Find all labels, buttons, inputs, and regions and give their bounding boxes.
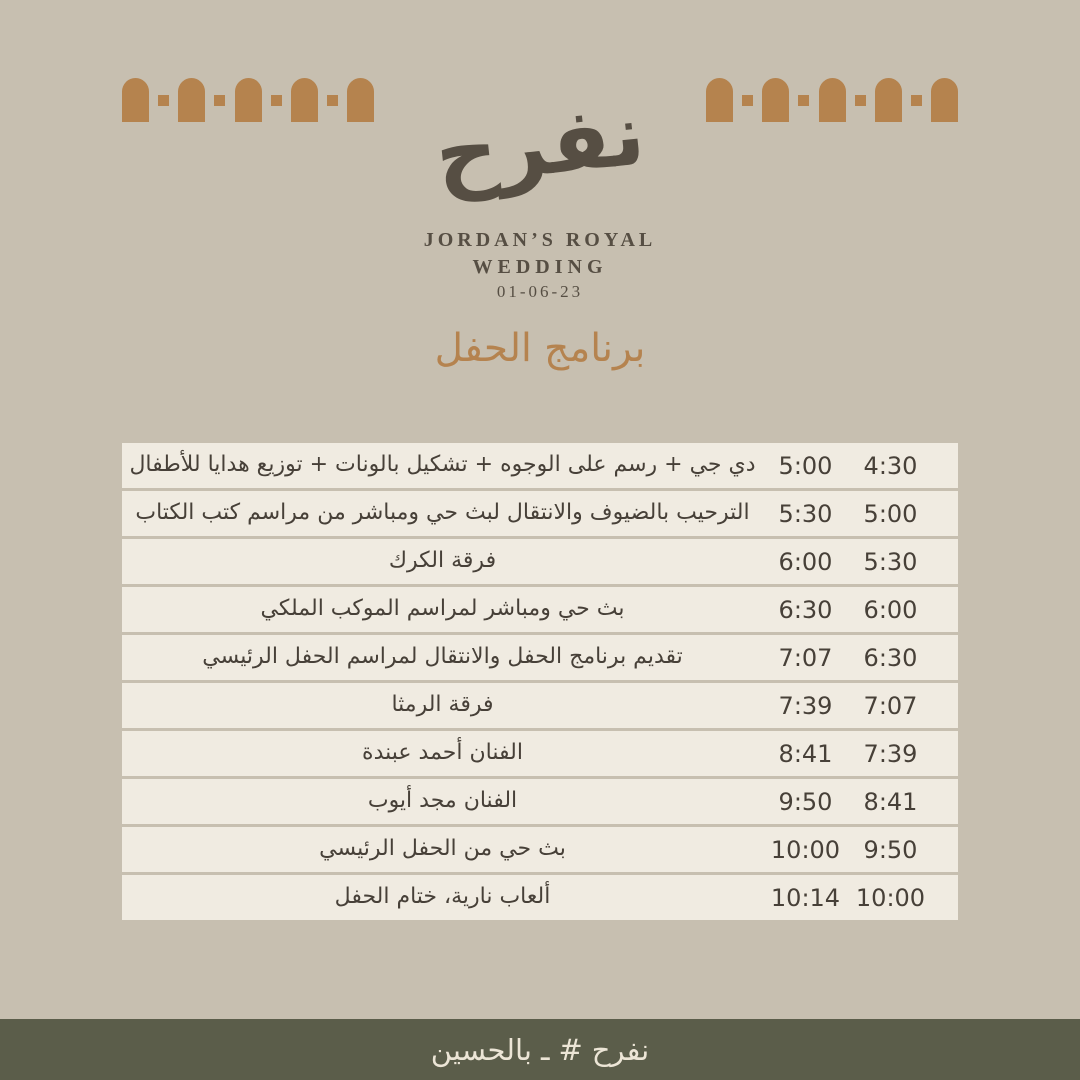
schedule-row [122,683,958,728]
schedule-row [122,827,958,872]
event-start-time: 4:30 [863,451,918,480]
event-description: ألعاب نارية، ختام الحفل [334,884,551,910]
event-description: الفنان أحمد عبندة [362,740,523,766]
footer-bar [0,1019,1080,1080]
schedule-table [122,443,958,920]
event-start-time: 6:30 [863,643,918,672]
hash-symbol: # [558,1032,583,1067]
event-description: الترحيب بالضيوف والانتقال لبث حي ومباشر من مراسم كتب الكتاب [135,500,750,526]
event-end-time: 5:00 [778,451,833,480]
event-description: دي جي + رسم على الوجوه + تشكيل بالونات + توزيع هدايا للأطفال [129,452,756,478]
event-start-time: 5:30 [863,547,918,576]
schedule-row [122,731,958,776]
event-start-time: 9:50 [863,835,918,864]
event-end-time: 5:30 [778,499,833,528]
event-end-time: 7:39 [778,691,833,720]
schedule-row [122,779,958,824]
event-start-time: 7:07 [863,691,918,720]
event-description: فرقة الرمثا [391,692,494,718]
event-end-time: 6:30 [778,595,833,624]
event-description: الفنان مجد أيوب [367,788,518,814]
event-end-time: 7:07 [778,643,833,672]
schedule-row [122,491,958,536]
event-start-time: 6:00 [863,595,918,624]
event-description: تقديم برنامج الحفل والانتقال لمراسم الحفل الرئيسي [202,644,683,670]
event-hashtag [431,1033,649,1067]
hashtag-word-nafrah: نفرح [591,1032,650,1067]
hashtag-separator: ـ [540,1032,550,1067]
event-description: بث حي ومباشر لمراسم الموكب الملكي [260,596,625,622]
hashtag-word-alhussein: بالحسين [430,1032,532,1067]
event-end-time: 8:41 [778,739,833,768]
event-end-time: 9:50 [778,787,833,816]
event-description: فرقة الكرك [388,548,497,574]
wedding-date: 01-06-23 [496,282,584,301]
event-start-time: 8:41 [863,787,918,816]
schedule-row [122,635,958,680]
event-end-time: 10:00 [770,835,841,864]
brand-name-line2: WEDDING [472,256,608,278]
schedule-row [122,443,958,488]
event-end-time: 10:14 [770,883,841,912]
event-start-time: 5:00 [863,499,918,528]
schedule-row [122,539,958,584]
brand-name-line1: JORDAN’S ROYAL [423,229,657,251]
page-title: برنامج الحفل [434,326,646,371]
schedule-row [122,875,958,920]
event-start-time: 10:00 [855,883,926,912]
schedule-row [122,587,958,632]
nafrah-calligraphy-logo: نفرح [430,84,650,206]
event-end-time: 6:00 [778,547,833,576]
event-start-time: 7:39 [863,739,918,768]
event-description: بث حي من الحفل الرئيسي [319,836,566,862]
